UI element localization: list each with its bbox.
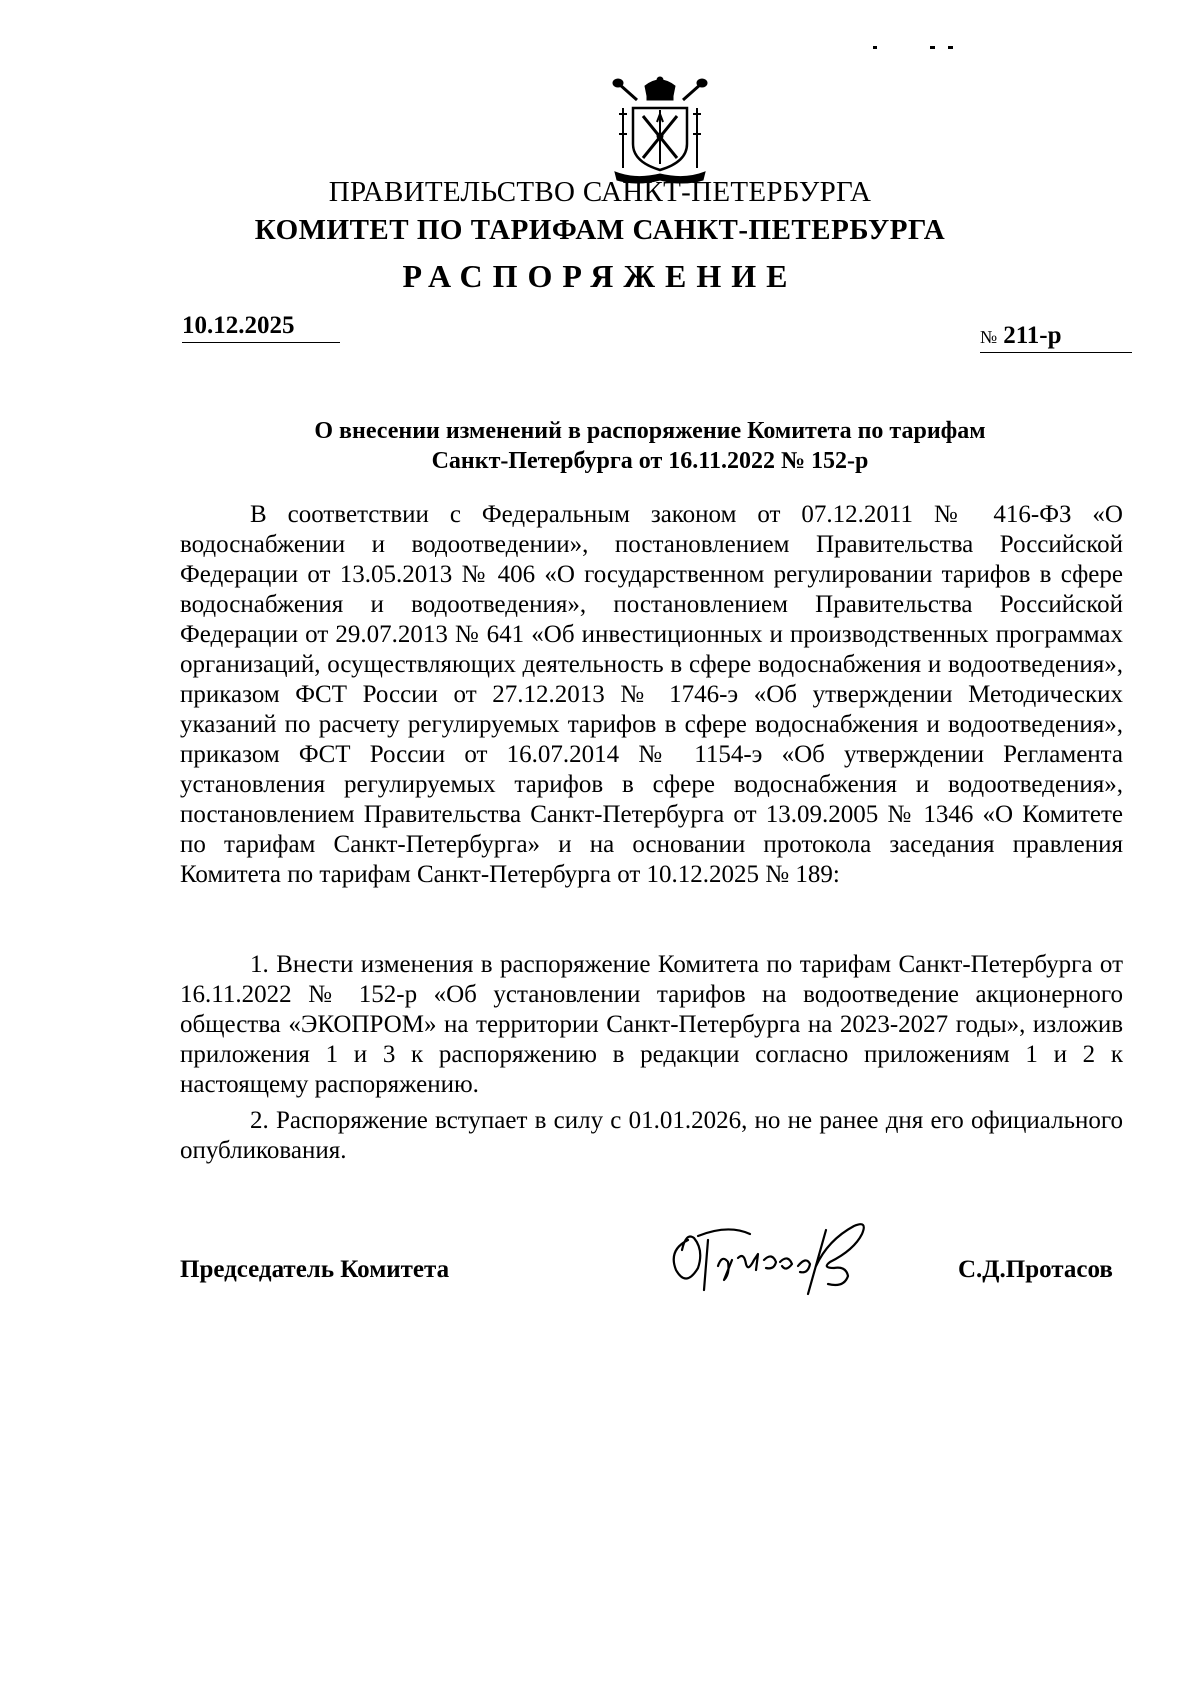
handwritten-signature-icon xyxy=(658,1210,908,1310)
coat-of-arms-icon xyxy=(605,74,715,186)
item-2-paragraph: 2. Распоряжение вступает в силу с 01.01.2026, но не ранее дня его официального опубликования. xyxy=(180,1107,1123,1164)
subject-line: Санкт-Петербурга от 16.11.2022 № 152-р xyxy=(431,448,869,474)
document-type: РАСПОРЯЖЕНИЕ xyxy=(402,258,798,294)
item-1-paragraph: 1. Внести изменения в распоряжение Комитета по тарифам Санкт-Петербурга от 16.11.2022 № 152-р «Об установлении тарифов на водоотведение акционерного общества «ЭКОПРОМ» на территории Санкт-Петербурга на 2023-2027 годы», изложив приложения 1 и 3 к распоряжению в редакции согласно приложениям 1 и 2 к настоящему распоряжению. xyxy=(180,951,1123,1098)
number-value: 211-р xyxy=(1003,322,1062,349)
government-name: ПРАВИТЕЛЬСТВО САНКТ-ПЕТЕРБУРГА xyxy=(328,176,872,208)
scan-speck xyxy=(948,46,953,49)
signer-title: Председатель Комитета xyxy=(180,1256,450,1283)
signer-name: С.Д.Протасов xyxy=(958,1256,1113,1283)
document-number xyxy=(980,322,1132,353)
document-date: 10.12.2025 xyxy=(182,312,340,343)
number-sign: № xyxy=(980,327,998,347)
scan-speck xyxy=(873,46,877,49)
subject-line: О внесении изменений в распоряжение Комитета по тарифам xyxy=(314,418,986,444)
preamble-paragraph: В соответствии с Федеральным законом от 07.12.2011 № 416-ФЗ «О водоснабжении и водоотведении», постановлением Правительства Российской Федерации от 13.05.2013 № 406 «О государственном регулировании тарифов в сфере водоснабжения и водоотведения», постановлением Правительства Российской Федерации от 29.07.2013 № 641 «Об инвестиционных и производственных программах организаций, осуществляющих деятельность в сфере водоснабжения и водоотведения», приказом ФСТ России от 27.12.2013 № 1746-э «Об утверждении Методических указаний по расчету регулируемых тарифов в сфере водоснабжения и водоотведения», приказом ФСТ России от 16.07.2014 № 1154-э «Об утверждении Регламента установления регулируемых тарифов в сфере водоснабжения и водоотведения», постановлением Правительства Санкт-Петербурга от 13.09.2005 № 1346 «О Комитете по тарифам Санкт-Петербурга» и на основании протокола заседания правления Комитета по тарифам Санкт-Петербурга от 10.12.2025 № 189: xyxy=(180,501,1123,888)
scan-speck xyxy=(930,46,935,49)
committee-name: КОМИТЕТ ПО ТАРИФАМ САНКТ-ПЕТЕРБУРГА xyxy=(254,214,946,246)
document-subject xyxy=(230,416,1070,476)
